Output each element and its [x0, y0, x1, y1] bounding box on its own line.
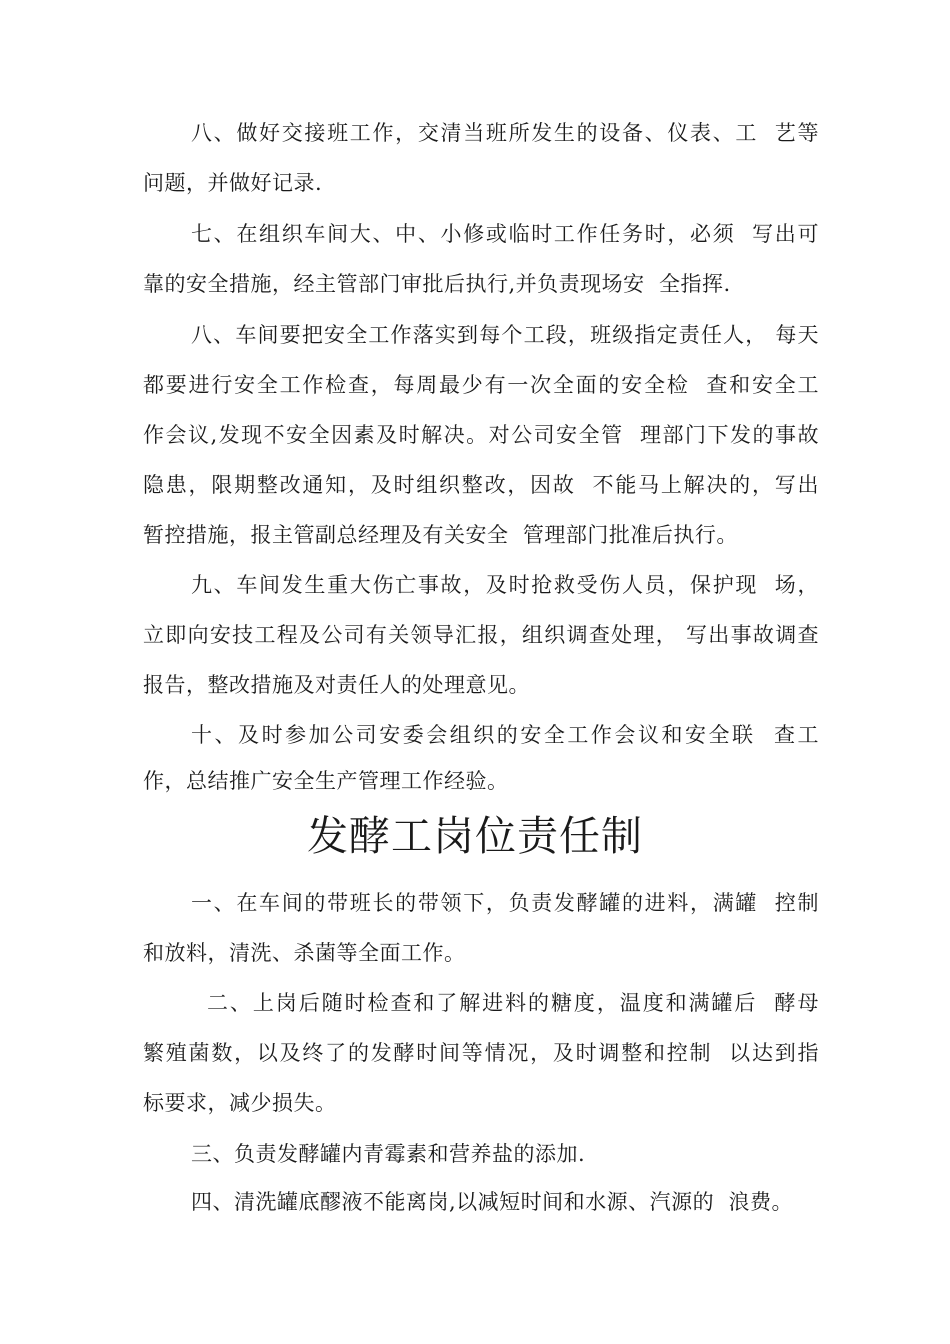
duty-1-line-2: 和放料，清洗、杀菌等全面工作。 [143, 941, 466, 965]
paragraph-9-line-3: 报告，整改措施及对责任人的处理意见。 [143, 673, 530, 697]
section-title: 发酵工岗位责任制 [307, 812, 643, 860]
paragraph-8a-line-2: 问题，并做好记录. [143, 171, 323, 195]
paragraph-8b-line-3: 作会议,发现不安全因素及时解决。对公司安全管 理部门下发的事故 [143, 423, 819, 447]
duty-2-line-1: 二、上岗后随时检查和了解进料的糖度，温度和满罐后 酵母 [207, 991, 819, 1015]
duty-2-line-2: 繁殖菌数，以及终了的发酵时间等情况，及时调整和控制 以达到指 [143, 1041, 819, 1065]
duty-3-line-1: 三、负责发酵罐内青霉素和营养盐的添加. [191, 1142, 586, 1166]
paragraph-9-line-1: 九、车间发生重大伤亡事故，及时抢救受伤人员，保护现 场， [191, 573, 819, 597]
paragraph-8a-line-1: 八、做好交接班工作，交清当班所发生的设备、仪表、工 艺等 [191, 121, 819, 145]
paragraph-7-line-2: 靠的安全措施，经主管部门审批后执行,并负责现场安 全指挥. [143, 272, 731, 296]
paragraph-8b-line-4: 隐患，限期整改通知，及时组织整改，因故 不能马上解决的，写出 [143, 473, 819, 497]
paragraph-9-line-2: 立即向安技工程及公司有关领导汇报，组织调查处理， 写出事故调查 [143, 623, 819, 647]
duty-4-line-1: 四、清洗罐底醪液不能离岗,以减短时间和水源、汽源的 浪费。 [191, 1190, 794, 1214]
duty-1-line-1: 一、在车间的带班长的带领下，负责发酵罐的进料，满罐 控制 [191, 891, 819, 915]
paragraph-7-line-1: 七、在组织车间大、中、小修或临时工作任务时，必须 写出可 [191, 222, 819, 246]
paragraph-8b-line-5: 暂控措施，报主管副总经理及有关安全 管理部门批准后执行。 [143, 523, 738, 547]
duty-2-line-3: 标要求，减少损失。 [143, 1091, 337, 1115]
paragraph-10-line-1: 十、及时参加公司安委会组织的安全工作会议和安全联 查工 [191, 723, 819, 747]
paragraph-10-line-2: 作，总结推广安全生产管理工作经验。 [143, 769, 509, 793]
paragraph-8b-line-1: 八、车间要把安全工作落实到每个工段，班级指定责任人， 每天 [191, 323, 819, 347]
paragraph-8b-line-2: 都要进行安全工作检查，每周最少有一次全面的安全检 查和安全工 [143, 373, 819, 397]
